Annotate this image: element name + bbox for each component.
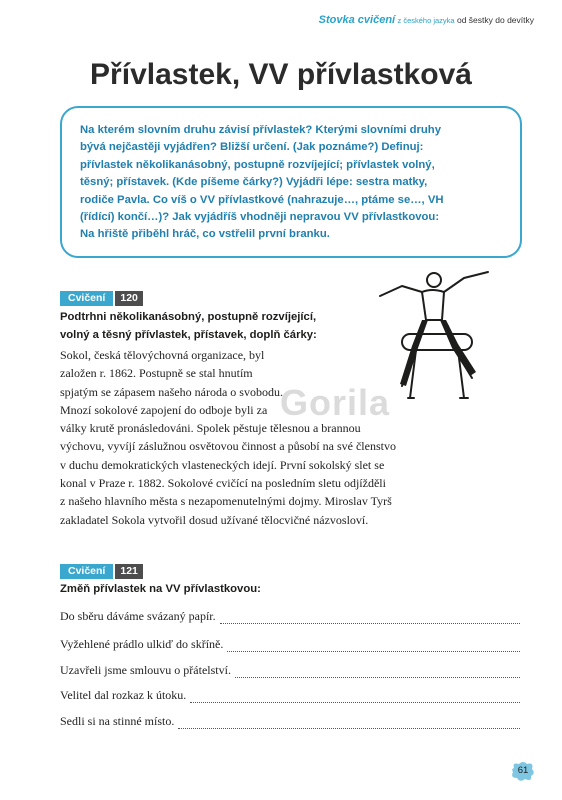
sentence-text: Vyžehlené prádlo ulkiď do skříně. bbox=[60, 637, 224, 651]
exercise-label: Cvičení bbox=[60, 564, 113, 579]
exercise-121-instruction: Změň přívlastek na VV přívlastkovou: bbox=[60, 583, 261, 595]
exercise-120-header bbox=[60, 291, 143, 306]
exercise-label: Cvičení bbox=[60, 291, 113, 306]
book-range: od šestky do devítky bbox=[456, 15, 534, 25]
page-header bbox=[319, 14, 534, 26]
theory-line: těsný; přístavek. (Kde píšeme čárky?) Vyjádři lépe: sestra matky, bbox=[80, 176, 428, 189]
page-number: 61 bbox=[517, 765, 529, 776]
exercise-number: 121 bbox=[115, 564, 143, 579]
answer-line[interactable] bbox=[220, 613, 520, 624]
sentence-row bbox=[60, 634, 520, 652]
theory-line: (řídící) končí…)? Jak vyjádříš vhodněji nepravou VV přívlastkovou: bbox=[80, 211, 440, 224]
theory-line: přívlastek několikanásobný, postupně rozvíjející; přívlastek volný, bbox=[80, 158, 435, 171]
text-line: Mnozí sokolové zapojení do odboje byli za bbox=[60, 402, 268, 417]
watermark: Gorila bbox=[280, 382, 391, 423]
text-line: zakladatel Sokola vytvořil dosud užívané tělocvičné názvosloví. bbox=[60, 512, 369, 527]
instruction-line: volný a těsný přívlastek, přístavek, doplň čárky: bbox=[60, 328, 317, 341]
text-line: z našeho hlavního města s nezapomenutelnými dojmy. Miroslav Tyrš bbox=[60, 494, 392, 509]
sentence-row bbox=[60, 660, 520, 678]
answer-line[interactable] bbox=[235, 667, 520, 678]
answer-line[interactable] bbox=[178, 718, 520, 729]
exercise-number: 120 bbox=[115, 291, 143, 306]
book-brand: Stovka cvičení bbox=[318, 14, 396, 26]
sentence-row bbox=[60, 606, 520, 624]
page-title: Přívlastek, VV přívlastková bbox=[90, 58, 472, 91]
answer-line[interactable] bbox=[227, 641, 520, 652]
text-line: spjatým se zápasem našeho národa o svobodu. bbox=[60, 384, 283, 399]
text-line: Sokol, česká tělovýchovná organizace, byl bbox=[60, 348, 265, 362]
text-line: v duchu demokratických vlasteneckých idejí. První sokolský slet se bbox=[60, 457, 385, 472]
sentence-text: Velitel dal rozkaz k útoku. bbox=[60, 688, 187, 702]
text-line: výchovu, vyvíjí záslužnou osvětovou činnost a působí na své členstvo bbox=[60, 439, 396, 454]
sentence-row bbox=[60, 685, 520, 703]
book-subject: z českého jazyka bbox=[397, 16, 455, 25]
exercise-120-instruction bbox=[60, 309, 317, 344]
exercise-120-text bbox=[60, 346, 530, 529]
answer-line[interactable] bbox=[190, 692, 520, 703]
text-line: konal v Praze r. 1882. Sokolové cvičící na posledním sletu odjížděli bbox=[60, 476, 386, 491]
theory-line: Na hřiště přiběhl hráč, co vstřelil první branku. bbox=[80, 228, 330, 241]
theory-line: Na kterém slovním druhu závisí přívlastek? Kterými slovními druhy bbox=[80, 124, 441, 136]
sentence-row bbox=[60, 711, 520, 729]
page-number-badge bbox=[510, 760, 536, 782]
theory-line: rodiče Pavla. Co víš o VV přívlastkové (nahrazuje…, ptáme se…, VH bbox=[80, 193, 444, 206]
text-line: založen r. 1862. Postupně se stal hnutím bbox=[60, 366, 253, 381]
text-line: války krutě pronásledováni. Spolek pěstuje tělesnou a brannou bbox=[60, 421, 361, 436]
exercise-121-header bbox=[60, 564, 143, 579]
theory-line: bývá nejčastěji vyjádřen? Bližší určení. (Jak poznáme?) Definuj: bbox=[80, 141, 424, 154]
instruction-line: Podtrhni několikanásobný, postupně rozvíjející, bbox=[60, 311, 317, 323]
sentence-text: Do sběru dáváme svázaný papír. bbox=[60, 609, 216, 623]
theory-box bbox=[60, 106, 522, 258]
sentence-text: Sedli si na stinné místo. bbox=[60, 714, 175, 728]
sentence-text: Uzavřeli jsme smlouvu o přátelství. bbox=[60, 663, 231, 677]
